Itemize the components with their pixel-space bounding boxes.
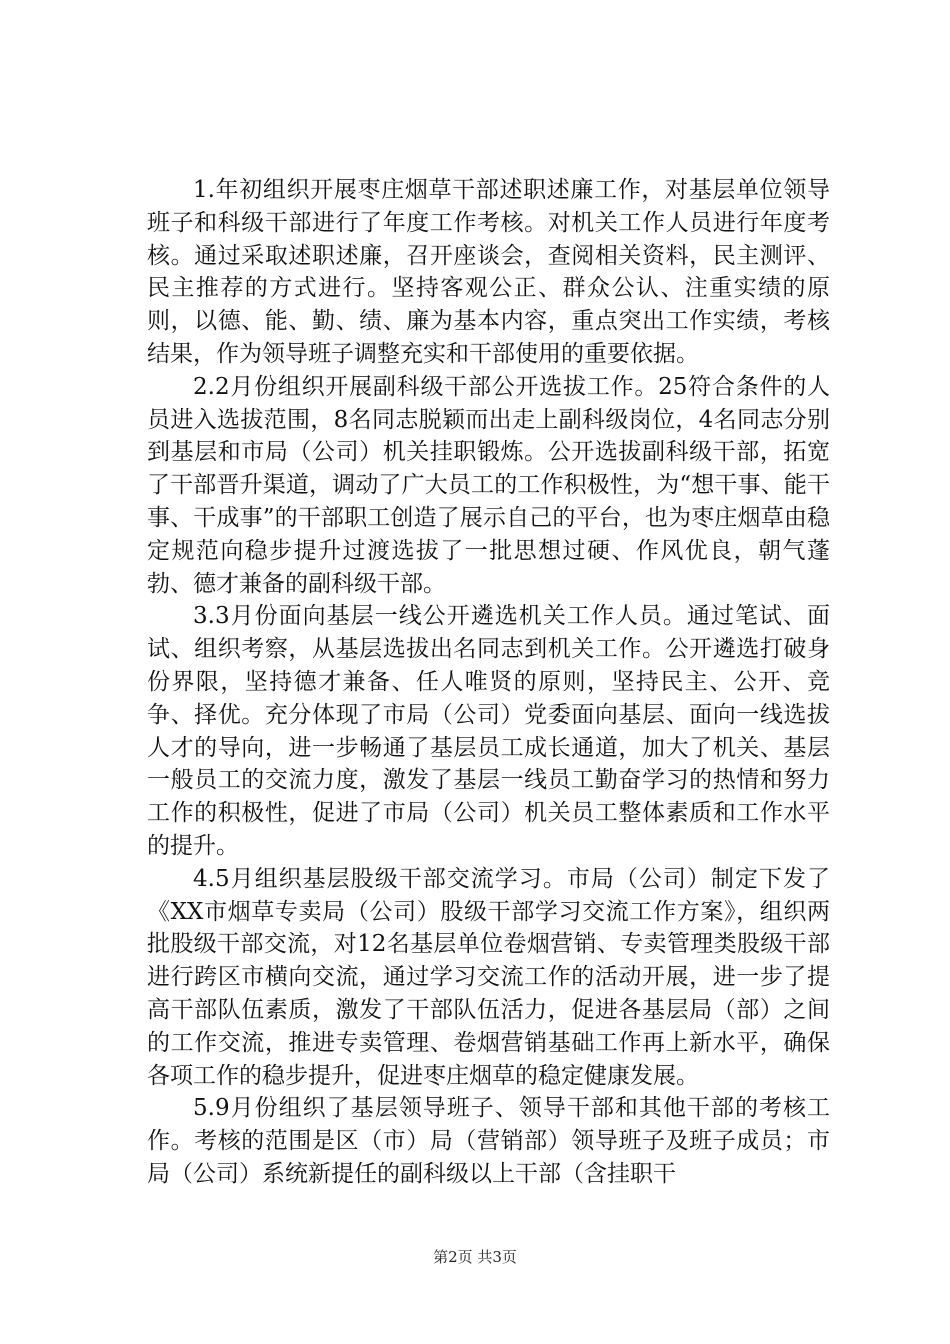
document-body: [147, 174, 830, 1191]
paragraph-1: 1.年初组织开展枣庄烟草干部述职述廉工作，对基层单位领导班子和科级干部进行了年度工作考核。对机关工作人员进行年度考核。通过采取述职述廉，召开座谈会，查阅相关资料，民主测评、民主推荐的方式进行。坚持客观公正、群众公认、注重实绩的原则，以德、能、勤、绩、廉为基本内容，重点突出工作实绩，考核结果，作为领导班子调整充实和干部使用的重要依据。: [147, 177, 830, 367]
paragraph-2: 2.2月份组织开展副科级干部公开选拔工作。25符合条件的人员进入选拔范围，8名同志脱颖而出走上副科级岗位，4名同志分别到基层和市局（公司）机关挂职锻炼。公开选拔副科级干部，拓宽了干部晋升渠道，调动了广大员工的工作积极性，为“想干事、能干事、干成事”的干部职工创造了展示自己的平台，也为枣庄烟草由稳定规范向稳步提升过渡选拔了一批思想过硬、作风优良，朝气蓬勃、德才兼备的副科级干部。: [147, 373, 830, 597]
paragraph-5: 5.9月份组织了基层领导班子、领导干部和其他干部的考核工作。考核的范围是区（市）局（营销部）领导班子及班子成员；市局（公司）系统新提任的副科级以上干部（含挂职干: [147, 1095, 830, 1187]
paragraph-3: 3.3月份面向基层一线公开遴选机关工作人员。通过笔试、面试、组织考察，从基层选拔出名同志到机关工作。公开遴选打破身份界限，坚持德才兼备、任人唯贤的原则，坚持民主、公开、竞争、择优。充分体现了市局（公司）党委面向基层、面向一线选拔人才的导向，进一步畅通了基层员工成长通道，加大了机关、基层一般员工的交流力度，激发了基层一线员工勤奋学习的热情和努力工作的积极性，促进了市局（公司）机关员工整体素质和工作水平的提升。: [147, 603, 830, 859]
page-footer: 第2页 共3页: [433, 1248, 517, 1266]
paragraph-4: 4.5月组织基层股级干部交流学习。市局（公司）制定下发了《XX市烟草专卖局（公司）股级干部学习交流工作方案》，组织两批股级干部交流，对12名基层单位卷烟营销、专卖管理类股级干部进行跨区市横向交流，通过学习交流工作的活动开展，进一步了提高干部队伍素质，激发了干部队伍活力，促进各基层局（部）之间的工作交流，推进专卖管理、卷烟营销基础工作再上新水平，确保各项工作的稳步提升，促进枣庄烟草的稳定健康发展。: [147, 865, 830, 1089]
